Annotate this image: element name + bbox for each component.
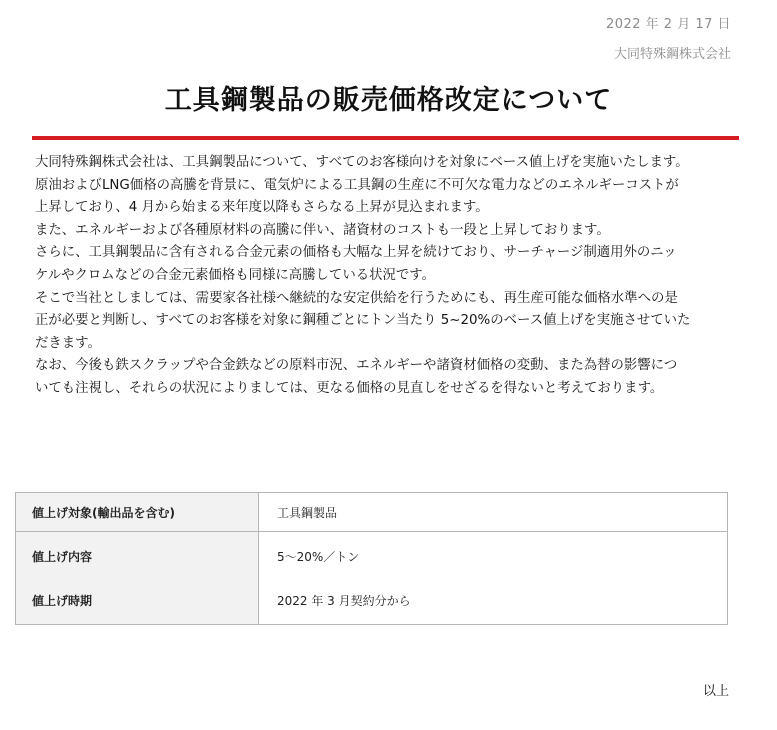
body-line: いても注視し、それらの状況によりましては、更なる価格の見直しをせざるを得ないと考えております。	[35, 380, 664, 396]
table-value-cell: 工具鋼製品	[259, 493, 728, 532]
body-line: さらに、工具鋼製品に含有される合金元素の価格も大幅な上昇を続けており、サーチャージ制適用外のニッ	[35, 245, 677, 261]
table-value: 2022 年 3 月契約分から	[277, 594, 411, 608]
title-divider	[32, 136, 739, 140]
table-label: 値上げ内容	[32, 550, 93, 564]
price-revision-table	[15, 492, 728, 625]
table-value: 5～20%／トン	[277, 550, 360, 564]
table-label-cell	[16, 532, 259, 625]
body-line: ケルやクロムなどの合金元素価格も同様に高騰している状況です。	[35, 267, 435, 283]
body-line: 大同特殊鋼株式会社は、工具鋼製品について、すべてのお客様向けを対象にベース値上げを実施いたします。	[35, 155, 689, 170]
press-release-date: 2022 年 2 月 17 日	[605, 17, 731, 32]
announcement-body	[35, 152, 747, 401]
body-line: 原油およびLNG価格の高騰を背景に、電気炉による工具鋼の生産に不可欠な電力などのエネルギーコストが	[35, 177, 679, 193]
table-label-cell: 値上げ対象(輸出品を含む)	[16, 493, 259, 532]
table-row	[16, 532, 728, 625]
body-line: 正が必要と判断し、すべてのお客様を対象に鋼種ごとにトン当たり 5~20%のベース値上げを実施させていた	[35, 313, 691, 329]
page-title: 工具鋼製品の販売価格改定について	[164, 85, 613, 116]
table-label: 値上げ時期	[32, 594, 93, 608]
body-line: 上昇しており、4 月から始まる来年度以降もさらなる上昇が見込まれます。	[35, 200, 489, 216]
body-line: なお、今後も鉄スクラップや合金鉄などの原料市況、エネルギーや諸資材価格の変動、また為替の影響につ	[35, 358, 678, 374]
body-line: また、エネルギーおよび各種原材料の高騰に伴い、諸資材のコストも一段と上昇しております。	[35, 222, 610, 238]
table-row	[16, 493, 728, 532]
body-line: だきます。	[35, 335, 101, 351]
company-name: 大同特殊鋼株式会社	[613, 47, 731, 62]
closing-mark: 以上	[702, 684, 729, 699]
body-line: そこで当社としましては、需要家各社様へ継続的な安定供給を行うためにも、再生産可能な価格水準への是	[35, 290, 678, 306]
table-value-cell	[259, 532, 728, 625]
